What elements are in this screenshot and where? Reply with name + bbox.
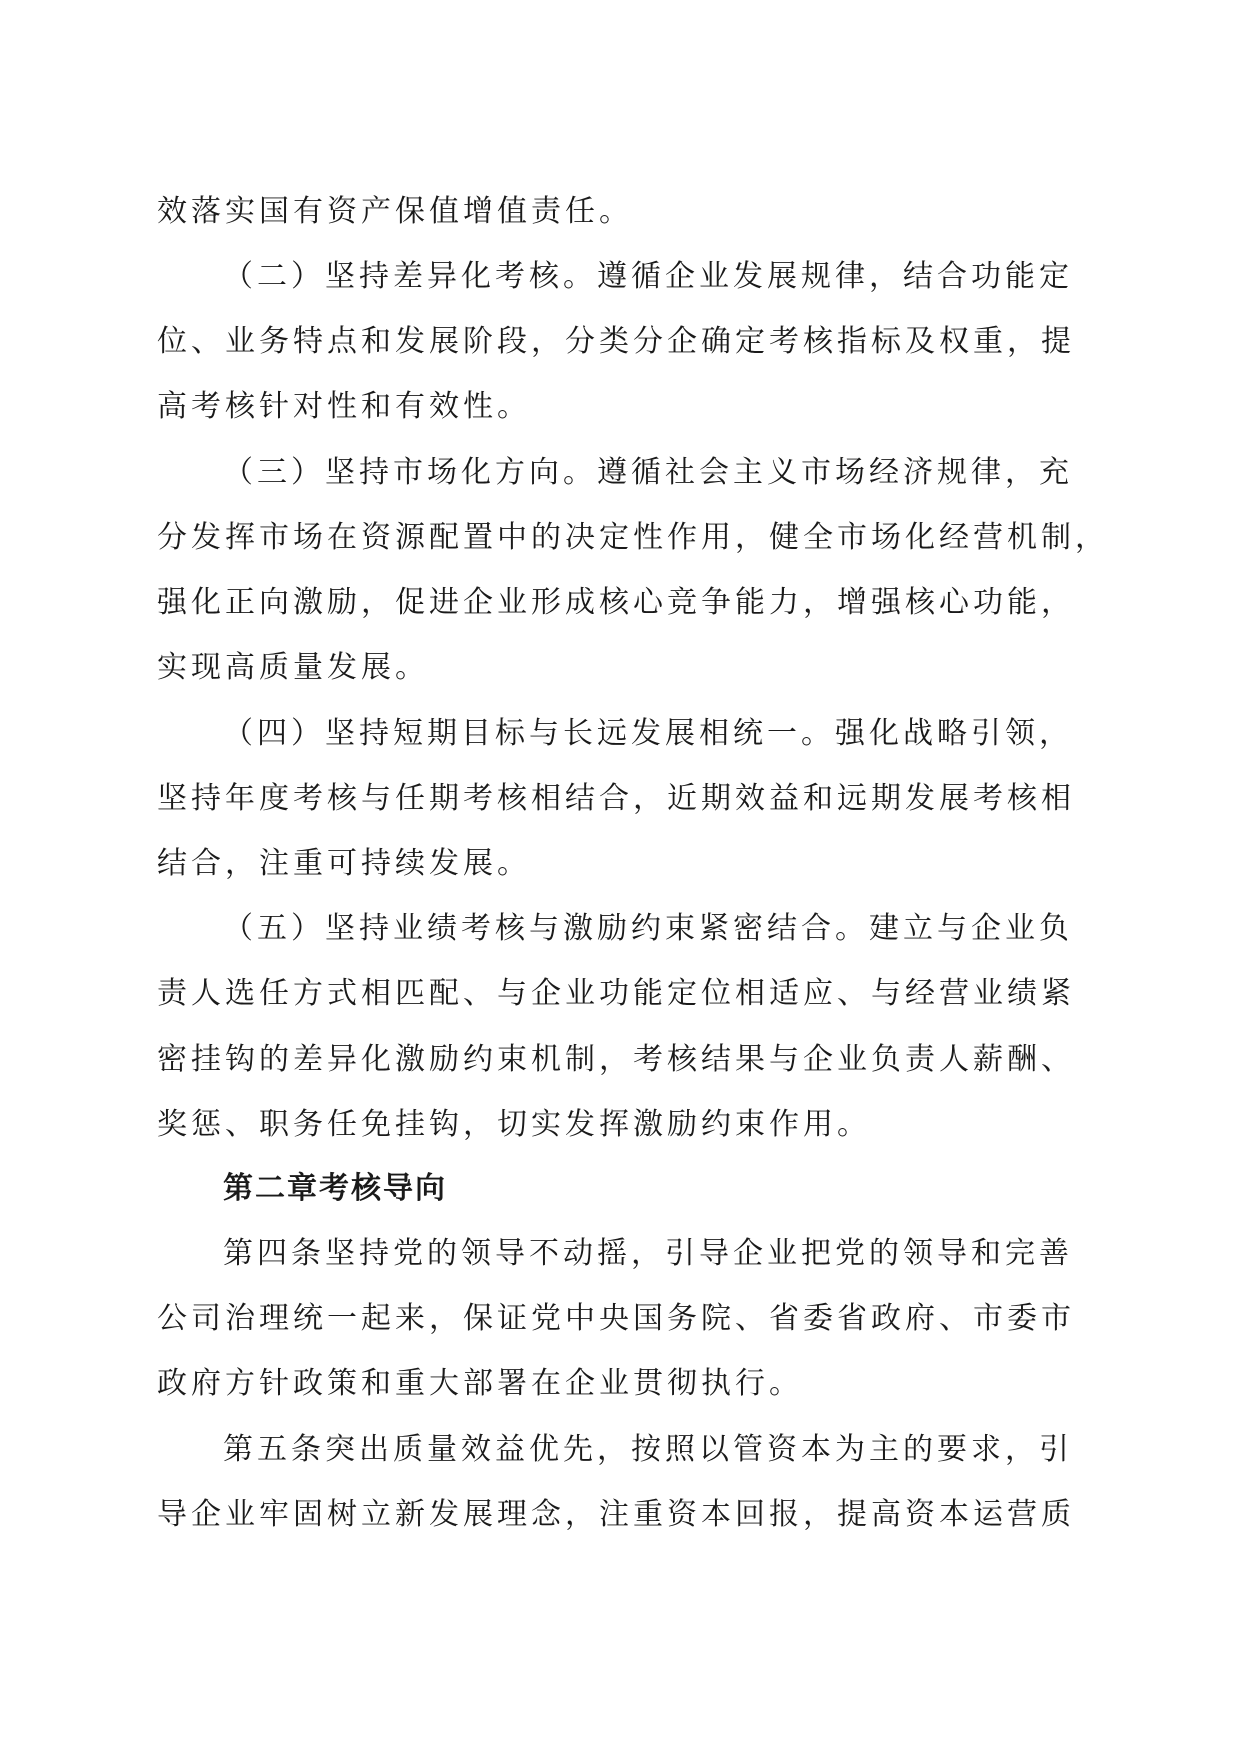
text-line: 高考核针对性和有效性。 — [157, 389, 531, 424]
text-line: （三）坚持市场化方向。遵循社会主义市场经济规律，充 — [223, 455, 1073, 490]
chapter-heading: 第二章考核导向 — [223, 1171, 447, 1206]
text-line: 密挂钩的差异化激励约束机制，考核结果与企业负责人薪酬、 — [157, 1042, 1075, 1077]
text-line: 效落实国有资产保值增值责任。 — [157, 194, 633, 229]
text-line: 导企业牢固树立新发展理念，注重资本回报，提高资本运营质 — [157, 1497, 1075, 1532]
text-line: 第五条突出质量效益优先，按照以管资本为主的要求，引 — [223, 1432, 1073, 1467]
text-line: 实现高质量发展。 — [157, 650, 429, 685]
text-line: （五）坚持业绩考核与激励约束紧密结合。建立与企业负 — [223, 911, 1073, 946]
text-line: 分发挥市场在资源配置中的决定性作用，健全市场化经营机制， — [157, 520, 1109, 555]
text-line: 责人选任方式相匹配、与企业功能定位相适应、与经营业绩紧 — [157, 976, 1075, 1011]
text-line: 强化正向激励，促进企业形成核心竞争能力，增强核心功能， — [157, 585, 1075, 620]
text-line: （四）坚持短期目标与长远发展相统一。强化战略引领， — [223, 716, 1073, 751]
text-line: 公司治理统一起来，保证党中央国务院、省委省政府、市委市 — [157, 1301, 1075, 1336]
text-line: 第四条坚持党的领导不动摇，引导企业把党的领导和完善 — [223, 1236, 1073, 1271]
text-line: 位、业务特点和发展阶段，分类分企确定考核指标及权重，提 — [157, 324, 1075, 359]
text-line: 结合，注重可持续发展。 — [157, 846, 531, 881]
text-line: 奖惩、职务任免挂钩，切实发挥激励约束作用。 — [157, 1107, 871, 1142]
text-line: （二）坚持差异化考核。遵循企业发展规律，结合功能定 — [223, 259, 1073, 294]
text-line: 坚持年度考核与任期考核相结合，近期效益和远期发展考核相 — [157, 781, 1075, 816]
text-line: 政府方针政策和重大部署在企业贯彻执行。 — [157, 1366, 803, 1401]
